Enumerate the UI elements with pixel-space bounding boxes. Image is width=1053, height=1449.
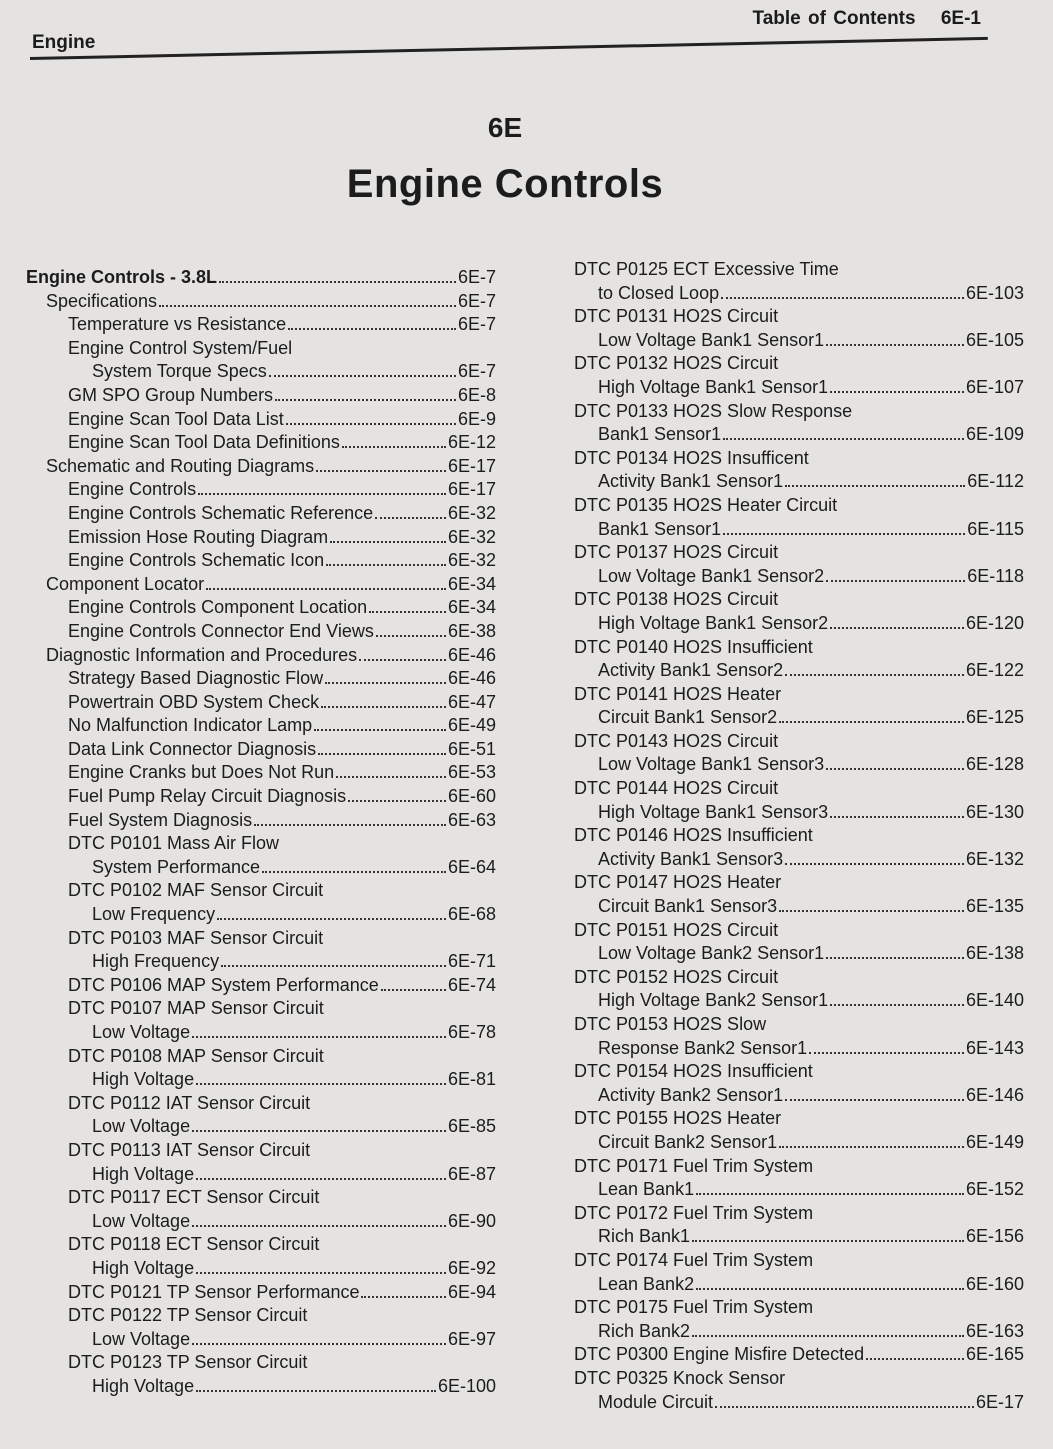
toc-entry-page: 6E-138: [965, 943, 1024, 964]
dot-leader: [159, 305, 456, 307]
toc-entry-page: 6E-53: [447, 762, 496, 783]
dot-leader: [866, 1358, 964, 1360]
toc-entry-label: DTC P0147 HO2S Heater: [574, 872, 782, 893]
dot-leader: [262, 871, 446, 873]
toc-entry: [574, 777, 1024, 824]
toc-entry-label: DTC P0152 HO2S Circuit: [574, 966, 779, 987]
toc-entry-label: Circuit Bank1 Sensor3: [598, 896, 778, 917]
toc-entry-label: Emission Hose Routing Diagram: [68, 526, 329, 547]
toc-entry-label: DTC P0140 HO2S Insufficient: [574, 636, 813, 657]
toc-entry: [26, 337, 496, 384]
toc-entry-label: DTC P0107 MAP Sensor Circuit: [68, 998, 324, 1019]
header-title: Table of Contents: [752, 8, 916, 29]
toc-entry-label: System Torque Specs: [92, 361, 267, 382]
header-page-number: 6E-1: [940, 8, 981, 29]
toc-entry-page: 6E-34: [447, 597, 496, 618]
header-rule: [30, 37, 988, 60]
toc-entry-page: 6E-8: [457, 384, 496, 405]
dot-leader: [361, 1296, 445, 1298]
dot-leader: [321, 706, 446, 708]
dot-leader: [192, 1225, 446, 1227]
toc-entry-page: 6E-46: [447, 644, 496, 665]
toc-entry: [574, 1343, 1024, 1367]
toc-entry-page: 6E-17: [447, 479, 496, 500]
dot-leader: [376, 635, 446, 637]
toc-entry: [574, 871, 1024, 918]
section-number: 6E: [487, 112, 523, 143]
toc-entry-page: 6E-90: [447, 1210, 496, 1231]
toc-entry: [26, 997, 496, 1044]
toc-entry-page: 6E-118: [967, 565, 1024, 586]
toc-entry-label: Low Voltage Bank2 Sensor1: [598, 943, 825, 964]
toc-entry-page: 6E-100: [437, 1375, 496, 1396]
toc-entry-label: Engine Control System/Fuel: [68, 337, 293, 358]
toc-entry-label: DTC P0108 MAP Sensor Circuit: [68, 1045, 324, 1066]
dot-leader: [830, 816, 964, 818]
toc-entry-page: 6E-156: [965, 1226, 1024, 1247]
toc-entry-label: Strategy Based Diagnostic Flow: [68, 668, 324, 689]
toc-entry-page: 6E-94: [447, 1281, 496, 1302]
toc-entry-label: Data Link Connector Diagnosis: [68, 738, 317, 759]
dot-leader: [381, 989, 446, 991]
toc-entry-page: 6E-120: [965, 612, 1024, 633]
toc-entry: [26, 785, 496, 809]
toc-entry-page: 6E-71: [447, 951, 496, 972]
toc-entry-page: 6E-32: [447, 526, 496, 547]
toc-entry: [26, 596, 496, 620]
toc-entry-label: Diagnostic Information and Procedures: [46, 644, 358, 665]
dot-leader: [785, 485, 965, 487]
toc-entry-label: Activity Bank1 Sensor3: [598, 848, 784, 869]
toc-entry-label: DTC P0134 HO2S Insufficent: [574, 447, 809, 468]
toc-entry-label: High Voltage Bank1 Sensor1: [598, 376, 829, 397]
dot-leader: [196, 1083, 446, 1085]
toc-entry: [26, 455, 496, 479]
toc-entry: [574, 541, 1024, 588]
toc-entry: [574, 1107, 1024, 1154]
toc-entry-page: 6E-92: [447, 1257, 496, 1278]
toc-entry-label: DTC P0171 Fuel Trim System: [574, 1155, 814, 1176]
toc-entry: [26, 384, 496, 408]
toc-entry-label: High Voltage: [92, 1257, 195, 1278]
dot-leader: [275, 399, 456, 401]
toc-entry-page: 6E-112: [967, 471, 1024, 492]
dot-leader: [779, 910, 964, 912]
toc-entry: [26, 738, 496, 762]
toc-entry-label: DTC P0113 IAT Sensor Circuit: [68, 1139, 311, 1160]
toc-entry: [26, 1045, 496, 1092]
toc-entry-page: 6E-132: [965, 848, 1024, 869]
toc-entry-page: 6E-135: [965, 896, 1024, 917]
toc-entry-label: Bank1 Sensor1: [598, 518, 722, 539]
toc-entry: [26, 832, 496, 879]
dot-leader: [326, 564, 446, 566]
toc-entry-label: Fuel Pump Relay Circuit Diagnosis: [68, 786, 347, 807]
dot-leader: [696, 1193, 964, 1195]
toc-entry-page: 6E-163: [965, 1320, 1024, 1341]
toc-entry-label: Activity Bank2 Sensor1: [598, 1084, 784, 1105]
dot-leader: [196, 1390, 436, 1392]
toc-entry-page: 6E-140: [965, 990, 1024, 1011]
toc-entry-label: Schematic and Routing Diagrams: [46, 455, 315, 476]
toc-entry-label: Temperature vs Resistance: [68, 314, 287, 335]
toc-entry-label: Lean Bank2: [598, 1273, 695, 1294]
dot-leader: [375, 517, 446, 519]
toc-entry-label: Low Voltage Bank1 Sensor3: [598, 754, 825, 775]
toc-entry-page: 6E-38: [447, 620, 496, 641]
dot-leader: [221, 965, 446, 967]
toc-entry: [574, 824, 1024, 871]
toc-entry-label: DTC P0106 MAP System Performance: [68, 974, 379, 995]
dot-leader: [316, 470, 446, 472]
dot-leader: [830, 391, 964, 393]
toc-entry: [574, 1296, 1024, 1343]
toc-entry: [574, 494, 1024, 541]
toc-entry-label: DTC P0131 HO2S Circuit: [574, 306, 779, 327]
toc-left-column: [26, 266, 496, 1399]
header-title-block: [753, 8, 981, 30]
toc-entry-label: DTC P0112 IAT Sensor Circuit: [68, 1092, 311, 1113]
dot-leader: [826, 580, 965, 582]
toc-entry-label: Engine Controls Schematic Reference: [68, 502, 374, 523]
toc-entry-label: DTC P0122 TP Sensor Circuit: [68, 1305, 308, 1326]
toc-entry-label: High Voltage Bank1 Sensor3: [598, 801, 829, 822]
toc-entry-label: Engine Scan Tool Data Definitions: [68, 432, 340, 453]
toc-entry-label: High Voltage Bank2 Sensor1: [598, 990, 829, 1011]
toc-entry: [26, 313, 496, 337]
toc-entry-label: Specifications: [46, 290, 158, 311]
toc-entry: [574, 400, 1024, 447]
toc-entry: [26, 620, 496, 644]
toc-entry: [574, 966, 1024, 1013]
toc-entry: [26, 549, 496, 573]
dot-leader: [785, 674, 964, 676]
dot-leader: [196, 1272, 446, 1274]
dot-leader: [192, 1036, 446, 1038]
toc-entry-label: Rich Bank2: [598, 1320, 691, 1341]
toc-entry-page: 6E-7: [457, 290, 496, 311]
toc-entry-page: 6E-81: [447, 1069, 496, 1090]
toc-entry: [26, 691, 496, 715]
toc-entry-label: DTC P0144 HO2S Circuit: [574, 778, 779, 799]
toc-entry: [26, 1281, 496, 1305]
dot-leader: [269, 375, 456, 377]
dot-leader: [217, 918, 446, 920]
toc-entry-label: Low Voltage Bank1 Sensor2: [598, 565, 825, 586]
toc-entry-page: 6E-64: [447, 856, 496, 877]
dot-leader: [336, 776, 446, 778]
toc-entry-page: 6E-85: [447, 1116, 496, 1137]
toc-entry-page: 6E-60: [447, 786, 496, 807]
toc-entry: [574, 1249, 1024, 1296]
toc-entry-label: DTC P0174 Fuel Trim System: [574, 1249, 814, 1270]
toc-entry-page: 6E-149: [965, 1131, 1024, 1152]
toc-entry-label: DTC P0325 Knock Sensor: [574, 1367, 786, 1388]
toc-entry-page: 6E-12: [447, 432, 496, 453]
toc-entry-page: 6E-17: [975, 1391, 1024, 1412]
toc-entry-label: Low Voltage Bank1 Sensor1: [598, 329, 825, 350]
toc-entry-label: DTC P0135 HO2S Heater Circuit: [574, 494, 838, 515]
dot-leader: [314, 729, 446, 731]
toc-entry-label: DTC P0137 HO2S Circuit: [574, 542, 779, 563]
toc-entry-label: No Malfunction Indicator Lamp: [68, 715, 313, 736]
toc-entry-page: 6E-51: [447, 738, 496, 759]
dot-leader: [830, 1004, 964, 1006]
dot-leader: [318, 753, 446, 755]
toc-entry-label: Fuel System Diagnosis: [68, 809, 253, 830]
toc-entry-label: DTC P0300 Engine Misfire Detected: [574, 1344, 865, 1365]
toc-entry: [26, 502, 496, 526]
toc-entry-page: 6E-47: [447, 691, 496, 712]
dot-leader: [830, 627, 964, 629]
toc-entry: [26, 408, 496, 432]
dot-leader: [254, 824, 446, 826]
toc-entry-page: 6E-107: [965, 376, 1024, 397]
toc-entry-label: DTC P0153 HO2S Slow: [574, 1014, 767, 1034]
dot-leader: [325, 682, 446, 684]
toc-entry: [574, 1155, 1024, 1202]
dot-leader: [723, 438, 964, 440]
dot-leader: [286, 423, 456, 425]
toc-entry-page: 6E-146: [965, 1084, 1024, 1105]
toc-entry-label: DTC P0154 HO2S Insufficient: [574, 1061, 813, 1082]
toc-entry: [574, 1013, 1024, 1060]
dot-leader: [692, 1335, 964, 1337]
toc-entry-label: DTC P0172 Fuel Trim System: [574, 1202, 814, 1223]
toc-entry-label: Module Circuit: [598, 1391, 714, 1412]
toc-entry-label: System Performance: [92, 856, 261, 877]
toc-entry-page: 6E-32: [447, 550, 496, 571]
toc-entry: [574, 305, 1024, 352]
toc-entry-label: DTC P0143 HO2S Circuit: [574, 730, 779, 751]
toc-entry-label: Activity Bank1 Sensor1: [598, 471, 784, 492]
toc-entry-label: DTC P0175 Fuel Trim System: [574, 1297, 814, 1318]
toc-entry-label: Engine Controls - 3.8L: [26, 267, 218, 287]
toc-entry: [574, 730, 1024, 777]
toc-entry-label: Circuit Bank1 Sensor2: [598, 707, 778, 728]
dot-leader: [348, 800, 446, 802]
dot-leader: [692, 1240, 964, 1242]
toc-entry-label: DTC P0101 Mass Air Flow: [68, 833, 280, 854]
toc-entry-label: DTC P0125 ECT Excessive Time: [574, 259, 839, 279]
dot-leader: [785, 1099, 964, 1101]
toc-entry: [574, 1202, 1024, 1249]
toc-entry: [26, 1092, 496, 1139]
toc-entry: [26, 927, 496, 974]
dot-leader: [196, 1178, 446, 1180]
toc-entry-label: DTC P0138 HO2S Circuit: [574, 589, 779, 610]
dot-leader: [785, 863, 964, 865]
toc-entry-label: Circuit Bank2 Sensor1: [598, 1131, 778, 1152]
dot-leader: [826, 768, 964, 770]
toc-entry-page: 6E-46: [447, 668, 496, 689]
toc-entry-label: High Voltage: [92, 1375, 195, 1396]
toc-entry-page: 6E-122: [965, 660, 1024, 681]
dot-leader: [342, 446, 446, 448]
toc-entry: [574, 588, 1024, 635]
toc-entry-page: 6E-7: [457, 267, 496, 287]
dot-leader: [192, 1130, 446, 1132]
toc-entry-page: 6E-152: [965, 1179, 1024, 1200]
toc-entry: [26, 266, 496, 290]
dot-leader: [779, 721, 964, 723]
toc-entry-label: Engine Scan Tool Data List: [68, 408, 284, 429]
toc-entry-page: 6E-34: [447, 573, 496, 594]
toc-right-column: [574, 258, 1024, 1414]
toc-entry: [26, 714, 496, 738]
section-title: Engine Controls: [346, 162, 664, 206]
toc-entry-label: High Voltage: [92, 1069, 195, 1090]
toc-entry-label: Engine Controls Schematic Icon: [68, 550, 325, 571]
toc-entry-page: 6E-130: [965, 801, 1024, 822]
toc-entry-label: DTC P0118 ECT Sensor Circuit: [68, 1234, 320, 1255]
toc-entry-label: to Closed Loop: [598, 282, 720, 303]
toc-entry-page: 6E-7: [457, 314, 496, 335]
toc-entry-label: Component Locator: [46, 573, 205, 594]
toc-entry-label: DTC P0155 HO2S Heater: [574, 1108, 782, 1129]
toc-entry-label: DTC P0151 HO2S Circuit: [574, 919, 779, 940]
toc-entry-label: Low Voltage: [92, 1328, 191, 1349]
toc-entry-page: 6E-49: [447, 715, 496, 736]
toc-entry-page: 6E-87: [447, 1163, 496, 1184]
toc-entry: [574, 447, 1024, 494]
dot-leader: [809, 1052, 964, 1054]
toc-entry-label: Lean Bank1: [598, 1179, 695, 1200]
toc-entry-label: DTC P0133 HO2S Slow Response: [574, 400, 853, 421]
toc-entry-page: 6E-17: [447, 455, 496, 476]
toc-entry-label: Engine Controls Component Location: [68, 597, 368, 618]
toc-entry-page: 6E-63: [447, 809, 496, 830]
toc-entry-label: Response Bank2 Sensor1: [598, 1037, 808, 1058]
dot-leader: [330, 541, 446, 543]
toc-entry-label: DTC P0121 TP Sensor Performance: [68, 1281, 360, 1302]
toc-entry-label: DTC P0103 MAF Sensor Circuit: [68, 927, 324, 948]
toc-entry: [26, 431, 496, 455]
toc-entry-label: Powertrain OBD System Check: [68, 691, 320, 712]
toc-entry: [26, 573, 496, 597]
toc-entry-page: 6E-128: [965, 754, 1024, 775]
dot-leader: [288, 328, 456, 330]
toc-entry: [574, 919, 1024, 966]
toc-entry-page: 6E-125: [965, 707, 1024, 728]
dot-leader: [206, 588, 446, 590]
toc-entry: [574, 1060, 1024, 1107]
dot-leader: [198, 493, 446, 495]
toc-entry: [26, 478, 496, 502]
toc-entry-page: 6E-7: [457, 361, 496, 382]
toc-entry-page: 6E-105: [965, 329, 1024, 350]
toc-entry: [26, 526, 496, 550]
toc-entry-label: Low Voltage: [92, 1022, 191, 1042]
toc-entry-page: 6E-9: [457, 408, 496, 429]
toc-entry-label: Activity Bank1 Sensor2: [598, 660, 784, 681]
toc-entry: [26, 644, 496, 668]
toc-entry-label: Rich Bank1: [598, 1226, 691, 1247]
toc-entry-page: 6E-143: [965, 1037, 1024, 1058]
toc-entry: [26, 1233, 496, 1280]
dot-leader: [826, 344, 964, 346]
toc-entry: [26, 1304, 496, 1351]
toc-entry: [26, 974, 496, 998]
toc-entry-label: DTC P0123 TP Sensor Circuit: [68, 1352, 308, 1373]
toc-entry-label: DTC P0141 HO2S Heater: [574, 683, 782, 704]
toc-entry-label: GM SPO Group Numbers: [68, 384, 274, 405]
toc-entry-label: DTC P0117 ECT Sensor Circuit: [68, 1187, 320, 1208]
toc-entry: [26, 290, 496, 314]
toc-entry: [26, 667, 496, 691]
toc-entry-page: 6E-97: [447, 1328, 496, 1349]
dot-leader: [779, 1146, 964, 1148]
toc-entry-label: Low Voltage: [92, 1116, 191, 1137]
dot-leader: [696, 1288, 964, 1290]
toc-entry-label: Engine Controls: [68, 479, 197, 500]
dot-leader: [369, 611, 446, 613]
toc-entry: [26, 761, 496, 785]
toc-entry: [574, 1367, 1024, 1414]
toc-entry: [574, 352, 1024, 399]
toc-entry-label: DTC P0102 MAF Sensor Circuit: [68, 880, 324, 901]
toc-entry: [26, 1186, 496, 1233]
toc-entry-label: Bank1 Sensor1: [598, 424, 722, 445]
dot-leader: [219, 281, 456, 283]
toc-entry-page: 6E-78: [447, 1022, 496, 1042]
dot-leader: [715, 1406, 974, 1408]
toc-entry: [574, 258, 1024, 305]
toc-entry: [26, 1139, 496, 1186]
toc-entry: [26, 1351, 496, 1398]
toc-entry-label: DTC P0146 HO2S Insufficient: [574, 825, 813, 846]
toc-entry-label: High Frequency: [92, 951, 220, 972]
dot-leader: [721, 297, 964, 299]
toc-entry-page: 6E-74: [447, 974, 496, 995]
toc-entry-page: 6E-165: [965, 1344, 1024, 1365]
toc-entry-label: Engine Cranks but Does Not Run: [68, 762, 335, 783]
toc-entry: [574, 683, 1024, 730]
toc-entry-page: 6E-68: [447, 904, 496, 925]
toc-entry-label: High Voltage Bank1 Sensor2: [598, 612, 829, 633]
dot-leader: [723, 533, 965, 535]
toc-entry-page: 6E-32: [447, 502, 496, 523]
header-section-name: Engine: [32, 32, 96, 53]
toc-entry-label: High Voltage: [92, 1163, 195, 1184]
toc-entry-label: Engine Controls Connector End Views: [68, 620, 374, 641]
toc-entry-page: 6E-160: [965, 1273, 1024, 1294]
toc-entry: [26, 809, 496, 833]
toc-entry-page: 6E-103: [965, 282, 1024, 303]
toc-entry-page: 6E-109: [965, 424, 1024, 445]
dot-leader: [359, 659, 446, 661]
dot-leader: [192, 1343, 446, 1345]
toc-entry: [26, 879, 496, 926]
toc-entry-label: Low Frequency: [92, 904, 216, 925]
toc-entry-page: 6E-115: [967, 518, 1024, 539]
toc-entry-label: DTC P0132 HO2S Circuit: [574, 353, 779, 374]
dot-leader: [826, 957, 964, 959]
toc-entry: [574, 636, 1024, 683]
toc-entry-label: Low Voltage: [92, 1210, 191, 1231]
